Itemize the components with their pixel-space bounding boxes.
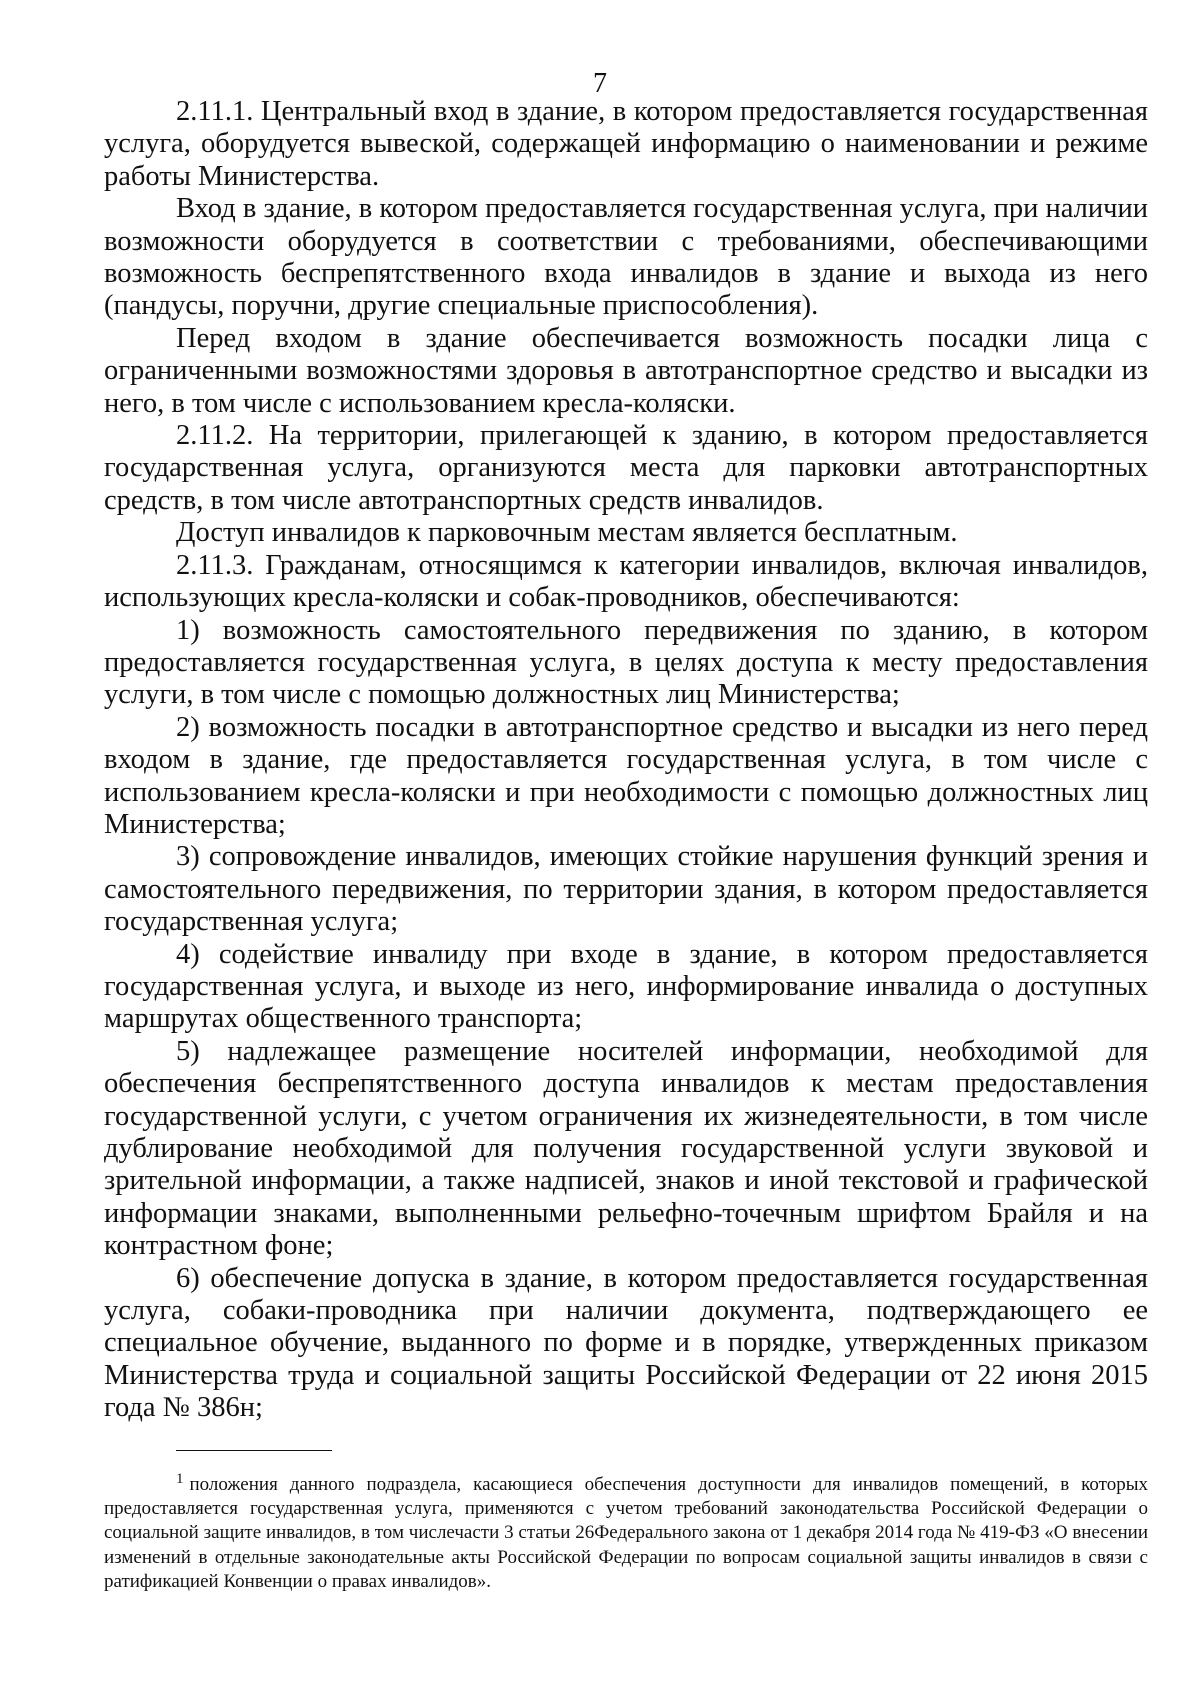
list-item-6: 6) обеспечение допуска в здание, в котором предоставляется государственная услуга, собаки-проводника при наличии документа, подтверждающего ее специальное обучение, выданного по форме и в порядке, утвержденных приказом Министерства труда и социальной защиты Российской Федерации от 22 июня 2015 года № 386н; bbox=[104, 1262, 1148, 1424]
footnote-divider bbox=[176, 1450, 332, 1451]
footnote bbox=[104, 1467, 1148, 1594]
page-number: 7 bbox=[593, 68, 607, 99]
paragraph-2-11-3: 2.11.3. Гражданам, относящимся к категории инвалидов, включая инвалидов, использующих кресла-коляски и собак-проводников, обеспечиваются: bbox=[104, 549, 1148, 614]
paragraph-entrance-equipment: Вход в здание, в котором предоставляется государственная услуга, при наличии возможности оборудуется в соответствии с требованиями, обеспечивающими возможность беспрепятственного входа инвалидов в здание и выхода из него (пандусы, поручни, другие специальные приспособления). bbox=[104, 193, 1148, 322]
paragraph-free-parking: Доступ инвалидов к парковочным местам является бесплатным. bbox=[176, 517, 958, 549]
list-item-4: 4) содействие инвалиду при входе в здание, в котором предоставляется государственная услуга, и выходе из него, информирование инвалида о доступных маршрутах общественного транспорта; bbox=[104, 938, 1148, 1035]
list-item-5: 5) надлежащее размещение носителей информации, необходимой для обеспечения беспрепятственного доступа инвалидов к местам предоставления государственной услуги, с учетом ограничения их жизнедеятельности, в том числе дублирование необходимой для получения государственной услуги звуковой и зрительной информации, а также надписей, знаков и иной текстовой и графической информации знаками, выполненными рельефно-точечным шрифтом Брайля и на контрастном фоне; bbox=[104, 1035, 1148, 1262]
footnote-marker: 1 bbox=[176, 1471, 184, 1487]
list-item-2: 2) возможность посадки в автотранспортное средство и высадки из него перед входом в здание, где предоставляется государственная услуга, в том числе с использованием кресла-коляски и при необходимости с помощью должностных лиц Министерства; bbox=[104, 711, 1148, 840]
footnote-text: положения данного подраздела, касающиеся обеспечения доступности для инвалидов помещений, в которых предоставляется государственная услуга, применяются с учетом требований законодательства Российской Федерации о социальной защите инвалидов, в том числечасти 3 статьи 26Федерального закона от 1 декабря 2014 года № 419-ФЗ «О внесении изменений в отдельные законодательные акты Российской Федерации по вопросам социальной защиты инвалидов в связи с ратификацией Конвенции о правах инвалидов». bbox=[104, 1474, 1148, 1592]
paragraph-2-11-1: 2.11.1. Центральный вход в здание, в котором предоставляется государственная услуга, оборудуется вывеской, содержащей информацию о наименовании и режиме работы Министерства. bbox=[104, 96, 1148, 192]
list-item-1: 1) возможность самостоятельного передвижения по зданию, в котором предоставляется государственная услуга, в целях доступа к месту предоставления услуги, в том числе с помощью должностных лиц Министерства; bbox=[104, 614, 1148, 711]
list-item-3: 3) сопровождение инвалидов, имеющих стойкие нарушения функций зрения и самостоятельного передвижения, по территории здания, в котором предоставляется государственная услуга; bbox=[104, 841, 1148, 938]
paragraph-2-11-2: 2.11.2. На территории, прилегающей к зданию, в котором предоставляется государственная услуга, организуются места для парковки автотранспортных средств, в том числе автотранспортных средств инвалидов. bbox=[104, 420, 1148, 516]
paragraph-vehicle-boarding: Перед входом в здание обеспечивается возможность посадки лица с ограниченными возможностями здоровья в автотранспортное средство и высадки из него, в том числе с использованием кресла-коляски. bbox=[104, 322, 1148, 419]
document-body bbox=[104, 96, 1148, 1425]
